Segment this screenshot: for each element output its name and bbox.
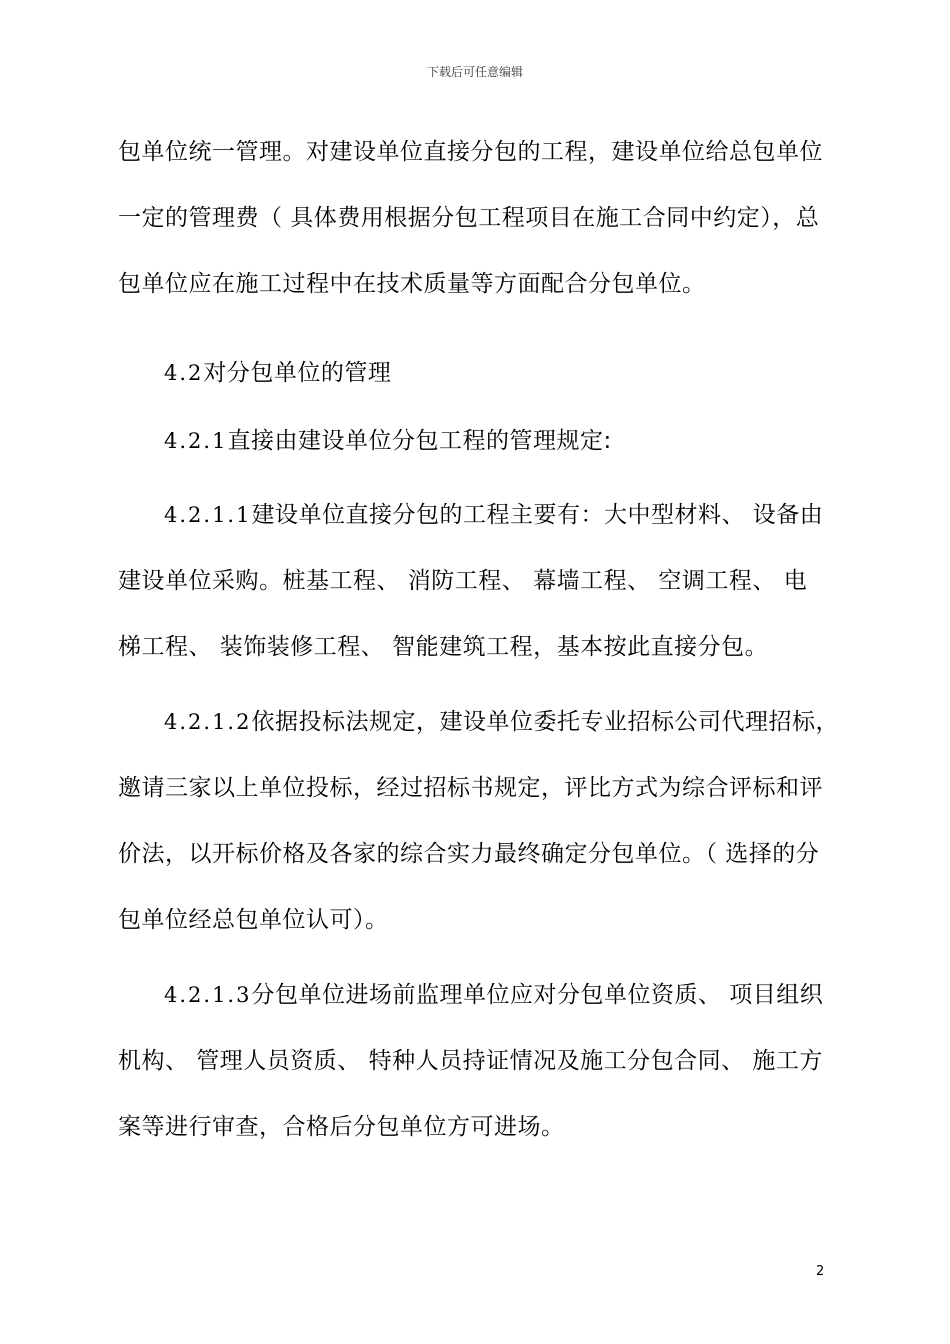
paragraph-line: 梯工程、 装饰装修工程、 智能建筑工程，基本按此直接分包。: [118, 634, 769, 660]
section-heading-4-2: [164, 357, 391, 389]
clause-text: 依据投标法规定，建设单位委托专业招标公司代理招标，: [251, 709, 839, 735]
clause-number: 4.2.1.2: [164, 710, 252, 734]
paragraph-line: 机构、 管理人员资质、 特种人员持证情况及施工分包合同、 施工方: [118, 1048, 823, 1074]
section-number: 4.2.1: [164, 429, 228, 453]
paragraph-line: 价法，以开标价格及各家的综合实力最终确定分包单位。（ 选择的分: [118, 841, 820, 867]
page-number: 2: [816, 1264, 825, 1279]
page-header-note: 下载后可任意编辑: [426, 65, 523, 79]
clause-4-2-1-3-first-line: [164, 979, 823, 1011]
paragraph-line: 包单位统一管理。对建设单位直接分包的工程，建设单位给总包单位: [118, 139, 823, 165]
section-text: 直接由建设单位分包工程的管理规定:: [227, 428, 612, 454]
clause-4-2-1-2-first-line: [164, 706, 839, 738]
clause-number: 4.2.1.1: [164, 503, 252, 527]
section-number: 4.2: [164, 361, 204, 385]
section-title: 对分包单位的管理: [203, 360, 392, 386]
paragraph-line: 一定的管理费（ 具体费用根据分包工程项目在施工合同中约定），总: [118, 205, 820, 231]
clause-text: 分包单位进场前监理单位应对分包单位资质、 项目组织: [251, 982, 824, 1008]
clause-4-2-1-1-first-line: [164, 499, 823, 531]
clause-text: 建设单位直接分包的工程主要有：大中型材料、 设备由: [251, 502, 824, 528]
paragraph-line: 案等进行审查，合格后分包单位方可进场。: [118, 1114, 565, 1140]
subsection-4-2-1: [164, 425, 612, 457]
clause-number: 4.2.1.3: [164, 983, 252, 1007]
paragraph-line: 包单位经总包单位认可）。: [118, 907, 389, 933]
paragraph-line: 邀请三家以上单位投标，经过招标书规定，评比方式为综合评标和评: [118, 775, 823, 801]
paragraph-line: 包单位应在施工过程中在技术质量等方面配合分包单位。: [118, 271, 706, 297]
paragraph-line: 建设单位采购。桩基工程、 消防工程、 幕墙工程、 空调工程、 电: [118, 568, 808, 594]
